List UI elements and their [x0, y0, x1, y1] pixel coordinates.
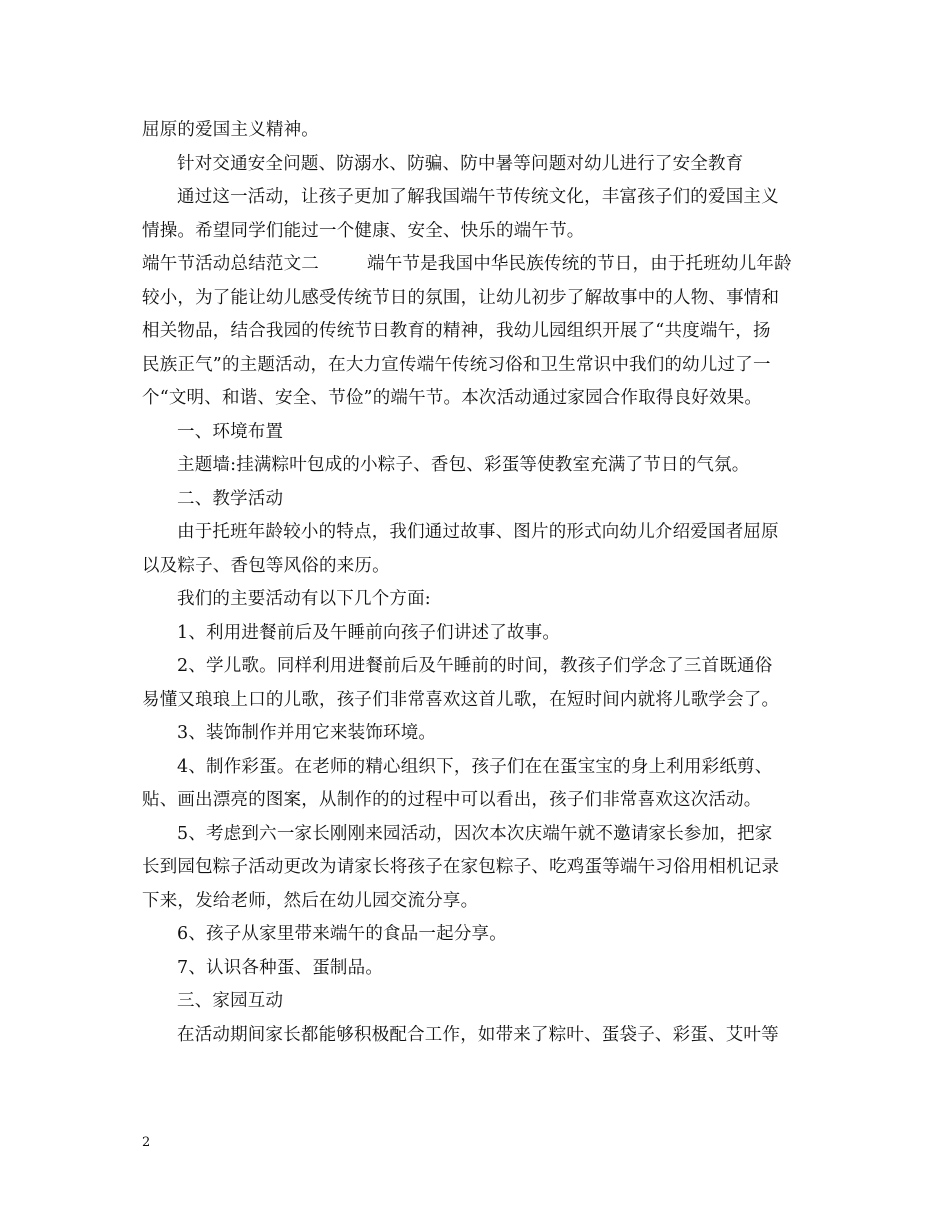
- text-line: 主题墙:挂满粽叶包成的小粽子、香包、彩蛋等使教室充满了节日的气氛。: [177, 455, 750, 475]
- list-item: 4、制作彩蛋。在老师的精心组织下，孩子们在在蛋宝宝的身上利用彩纸剪、: [177, 756, 773, 777]
- text-line: 贴、画出漂亮的图案，从制作的的过程中可以看出，孩子们非常喜欢这次活动。: [142, 790, 762, 810]
- text-line: 在活动期间家长都能够积极配合工作，如带来了粽叶、蛋袋子、彩蛋、艾叶等: [177, 1024, 779, 1045]
- text-line: 个“文明、和谐、安全、节俭”的端午节。本次活动通过家园合作取得良好效果。: [142, 388, 763, 408]
- text-line: 易懂又琅琅上口的儿歌，孩子们非常喜欢这首儿歌，在短时间内就将儿歌学会了。: [142, 689, 780, 710]
- list-item: 1、利用进餐前后及午睡前向孩子们讲述了故事。: [177, 622, 561, 643]
- text-line: 较小，为了能让幼儿感受传统节日的氛围，让幼儿初步了解故事中的人物、事情和: [142, 287, 780, 308]
- section-heading: 端午节活动总结范文二: [142, 254, 319, 274]
- text-line: 情操。希望同学们能过一个健康、安全、快乐的端午节。: [142, 220, 585, 241]
- text-line: 长到园包粽子活动更改为请家长将孩子在家包粽子、吃鸡蛋等端午习俗用相机记录: [142, 857, 780, 877]
- text-line: 屈原的爱国主义精神。: [142, 120, 319, 140]
- text-line: 由于托班年龄较小的特点，我们通过故事、图片的形式向幼儿介绍爱国者屈原: [177, 522, 779, 542]
- paragraph-start: 端午节是我国中华民族传统的节日，由于托班幼儿年龄: [367, 254, 792, 274]
- list-item: 2、学儿歌。同样利用进餐前后及午睡前的时间，教孩子们学念了三首既通俗: [177, 656, 773, 676]
- text-line: 我们的主要活动有以下几个方面:: [177, 589, 431, 609]
- text-line: 以及粽子、香包等风俗的来历。: [142, 555, 390, 576]
- text-line: 针对交通安全问题、防溺水、防骗、防中暑等问题对幼儿进行了安全教育: [177, 153, 744, 174]
- list-item: 7、认识各种蛋、蛋制品。: [177, 957, 384, 978]
- text-line-with-heading: [142, 248, 822, 282]
- list-item: 6、孩子从家里带来端午的食品一起分享。: [177, 924, 507, 944]
- text-line: 通过这一活动，让孩子更加了解我国端午节传统文化，丰富孩子们的爱国主义: [177, 187, 779, 207]
- list-item: 5、考虑到六一家长刚刚来园活动，因次本次庆端午就不邀请家长参加，把家: [177, 823, 773, 844]
- text-line: 民族正气”的主题活动，在大力宣传端午传统习俗和卫生常识中我们的幼儿过了一: [142, 354, 771, 375]
- page-number: 2: [142, 1135, 151, 1150]
- subheading: 二、教学活动: [177, 488, 284, 509]
- subheading: 三、家园互动: [177, 991, 284, 1011]
- document-body: [142, 114, 822, 1052]
- text-line: 下来，发给老师，然后在幼儿园交流分享。: [142, 890, 479, 911]
- text-line: 相关物品，结合我园的传统节日教育的精神，我幼儿园组织开展了“共度端午，扬: [142, 321, 771, 341]
- list-item: 3、装饰制作并用它来装饰环境。: [177, 723, 437, 743]
- subheading: 一、环境布置: [177, 421, 284, 442]
